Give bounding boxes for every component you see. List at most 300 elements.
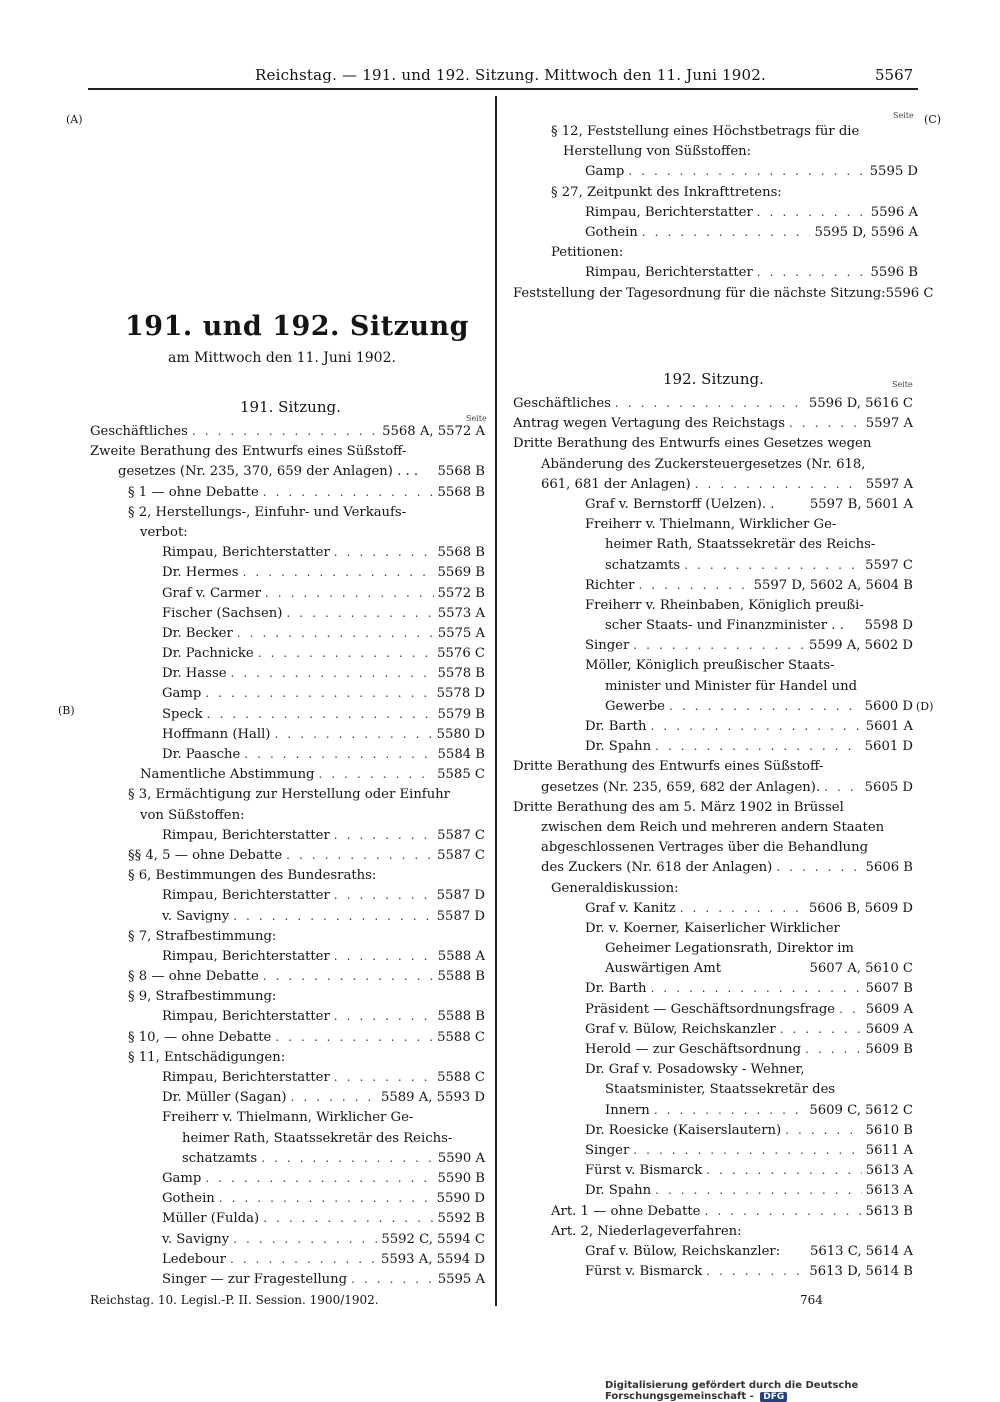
entry-text: § 6, Bestimmungen des Bundesraths: xyxy=(128,868,377,884)
entry-text: Richter xyxy=(585,577,635,593)
leader-dots xyxy=(274,727,432,741)
index-entry xyxy=(90,1030,485,1050)
entry-text: Dritte Berathung des Entwurfs eines Gesetzes wegen xyxy=(513,436,872,452)
entry-text: Petitionen: xyxy=(551,245,624,261)
leader-dots xyxy=(219,1191,433,1205)
entry-text: Gothein xyxy=(585,224,638,240)
entry-page-ref: 5580 D xyxy=(436,726,485,742)
index-entry xyxy=(90,565,485,585)
index-entry xyxy=(513,497,913,517)
entry-page-ref: 5613 B xyxy=(865,1203,913,1219)
leader-dots xyxy=(650,719,861,733)
entry-page-ref: 5575 A xyxy=(437,625,485,641)
leader-dots xyxy=(261,1151,434,1165)
seite-label-top-right: Seite xyxy=(893,111,914,120)
entry-page-ref: 5588 C xyxy=(437,1070,485,1085)
entry-text: Geschäftliches xyxy=(513,396,611,411)
entry-text: Dr. Spahn xyxy=(585,1183,652,1199)
leader-dots xyxy=(334,1070,433,1084)
entry-page-ref: 5568 A, 5572 A xyxy=(382,424,485,439)
leader-dots xyxy=(205,686,432,700)
entry-page-ref: 5596 B xyxy=(870,265,918,281)
entry-page-ref: 5585 C xyxy=(437,767,485,783)
entry-text: schatzamts xyxy=(182,1150,258,1166)
entry-page-ref: 5588 B xyxy=(437,1009,485,1025)
index-entry xyxy=(513,1082,913,1102)
leader-dots xyxy=(654,1103,806,1117)
index-entry xyxy=(513,1204,913,1224)
leader-dots xyxy=(633,638,805,652)
index-entry xyxy=(513,1062,913,1082)
entry-page-ref: 5597 B, 5601 A xyxy=(809,496,913,512)
entry-page-ref: 5569 B xyxy=(437,565,485,581)
entry-text: Rimpau, Berichterstatter xyxy=(162,1070,330,1085)
margin-marker-b: (B) xyxy=(58,704,75,717)
index-entry xyxy=(90,848,485,868)
index-entry xyxy=(90,1009,485,1029)
entry-text: Fischer (Sachsen) xyxy=(162,605,283,621)
index-entry xyxy=(90,464,485,484)
entry-page-ref: 5578 D xyxy=(436,686,485,702)
entry-text: Dr. Barth xyxy=(585,719,647,734)
entry-text: heimer Rath, Staatssekretär des Reichs- xyxy=(182,1130,453,1146)
entry-text: Generaldiskussion: xyxy=(551,880,679,896)
index-entry xyxy=(513,245,918,265)
entry-text: Gamp xyxy=(162,1170,202,1186)
entry-text: scher Staats- und Finanzminister . . xyxy=(605,618,844,634)
entry-text: verbot: xyxy=(140,524,188,540)
entry-page-ref: 5610 B xyxy=(865,1122,913,1138)
entry-text: 661, 681 der Anlagen) xyxy=(541,476,691,492)
entry-text: Namentliche Abstimmung xyxy=(140,767,315,783)
index-entry xyxy=(513,739,913,759)
entry-text: Feststellung der Tagesordnung für die nächste Sitzung: xyxy=(513,285,886,301)
index-entry xyxy=(513,921,913,941)
entry-text: Präsident — Geschäftsordnungsfrage xyxy=(585,1001,836,1017)
index-entry xyxy=(513,1103,913,1123)
index-entry xyxy=(90,767,485,787)
index-entry xyxy=(90,626,485,646)
leader-dots xyxy=(334,888,433,902)
entry-page-ref: 5601 A xyxy=(865,719,913,734)
leader-dots xyxy=(824,780,861,794)
index-entry xyxy=(90,1050,485,1070)
index-entry xyxy=(90,969,485,989)
leader-dots xyxy=(286,848,433,862)
entry-text: Dr. Graf v. Posadowsky - Wehner, xyxy=(585,1062,805,1078)
entry-text: Gamp xyxy=(162,686,202,702)
entry-text: Graf v. Kanitz xyxy=(585,900,676,916)
entry-page-ref: 5576 C xyxy=(437,646,485,662)
index-entry xyxy=(90,545,485,565)
index-entry xyxy=(513,679,913,699)
running-header: Reichstag. — 191. und 192. Sitzung. Mittwoch den 11. Juni 1902. xyxy=(255,66,766,84)
dfg-logo: DFG xyxy=(760,1392,787,1402)
index-entry xyxy=(90,525,485,545)
leader-dots xyxy=(192,424,378,438)
leader-dots xyxy=(655,739,861,753)
entry-page-ref: 5596 A xyxy=(870,204,918,220)
entry-page-ref: 5606 B xyxy=(865,860,913,876)
index-entry xyxy=(90,646,485,666)
entry-text: Fürst v. Bismarck xyxy=(585,1264,703,1280)
leader-dots xyxy=(805,1042,861,1056)
leader-dots xyxy=(286,606,433,620)
index-entry xyxy=(90,1110,485,1130)
entry-page-ref: 5601 D xyxy=(864,739,913,755)
index-entry xyxy=(513,638,913,658)
entry-page-ref: 5568 B xyxy=(437,464,485,480)
entry-text: Antrag wegen Vertagung des Reichstags xyxy=(513,416,785,432)
leader-dots xyxy=(704,1204,861,1218)
leader-dots xyxy=(650,981,861,995)
index-entry xyxy=(90,808,485,828)
index-entry xyxy=(90,1090,485,1110)
index-entry xyxy=(90,787,485,807)
index-entry xyxy=(513,1002,913,1022)
index-entry xyxy=(90,1232,485,1252)
entry-text: Rimpau, Berichterstatter xyxy=(162,545,330,561)
index-entry xyxy=(90,686,485,706)
entry-page-ref: 5572 B xyxy=(437,585,485,601)
entry-text: Rimpau, Berichterstatter xyxy=(162,888,330,904)
leader-dots xyxy=(776,860,861,874)
entry-text: Rimpau, Berichterstatter xyxy=(162,1009,330,1025)
entry-text: Dritte Berathung des am 5. März 1902 in Brüssel xyxy=(513,799,844,815)
entry-page-ref: 5588 B xyxy=(437,969,485,985)
entry-text: Singer xyxy=(585,1142,630,1158)
leader-dots xyxy=(638,578,749,592)
entry-page-ref: 5592 B xyxy=(437,1211,485,1227)
entry-text: §§ 4, 5 — ohne Debatte xyxy=(128,847,283,863)
entry-page-ref: 5597 A xyxy=(865,476,913,492)
index-entry xyxy=(513,578,913,598)
index-entry xyxy=(513,185,918,205)
entry-text: Dr. Paasche xyxy=(162,747,241,762)
entry-text: Singer — zur Fragestellung xyxy=(162,1271,348,1287)
entry-text: Dr. Pachnicke xyxy=(162,646,254,662)
footer-signature: 764 xyxy=(800,1293,823,1307)
index-entry xyxy=(90,1070,485,1090)
entry-text: Dr. Hermes xyxy=(162,565,239,581)
leader-dots xyxy=(231,666,434,680)
entry-text: Rimpau, Berichterstatter xyxy=(585,265,753,281)
leader-dots xyxy=(265,586,434,600)
leader-dots xyxy=(706,1264,805,1278)
index-entry xyxy=(513,658,913,678)
entry-page-ref: 5573 A xyxy=(437,605,485,621)
leader-dots xyxy=(230,1252,377,1266)
entry-text: § 8 — ohne Debatte xyxy=(128,969,259,985)
entry-page-ref: 5611 A xyxy=(865,1142,913,1158)
entry-text: § 1 — ohne Debatte xyxy=(128,484,259,500)
index-entry xyxy=(90,888,485,908)
entry-page-ref: 5613 A xyxy=(865,1183,913,1199)
entry-text: gesetzes (Nr. 235, 659, 682 der Anlagen). xyxy=(541,779,821,795)
entry-text: Hoffmann (Hall) xyxy=(162,726,271,742)
index-entry xyxy=(513,477,913,497)
entry-text: schatzamts xyxy=(605,557,681,573)
entry-page-ref: 5607 B xyxy=(865,981,913,997)
entry-text: Freiherr v. Thielmann, Wirklicher Ge- xyxy=(585,517,837,533)
entry-text: zwischen dem Reich und mehreren andern Staaten xyxy=(541,819,885,835)
index-entry xyxy=(513,164,918,184)
leader-dots xyxy=(839,1002,862,1016)
index-entry xyxy=(513,1163,913,1183)
index-entry xyxy=(513,981,913,1001)
index-entry xyxy=(513,285,934,306)
leader-dots xyxy=(757,265,867,279)
entry-page-ref: 5600 D xyxy=(864,698,913,714)
index-entry xyxy=(513,840,913,860)
index-entry xyxy=(90,1252,485,1272)
index-entry xyxy=(513,860,913,880)
entry-text: § 2, Herstellungs-, Einfuhr- und Verkaufs- xyxy=(128,504,407,520)
leader-dots xyxy=(642,225,811,239)
entry-page-ref: 5607 A, 5610 C xyxy=(809,961,913,977)
session-192-heading: 192. Sitzung. xyxy=(663,370,764,388)
dfg-credit-text: Digitalisierung gefördert durch die Deutsche Forschungsgemeinschaft - xyxy=(605,1380,859,1402)
leader-dots xyxy=(334,828,433,842)
entry-page-ref: 5590 A xyxy=(437,1150,485,1166)
entry-text: Graf v. Bülow, Reichskanzler: xyxy=(585,1243,781,1259)
entry-text: v. Savigny xyxy=(162,908,230,924)
index-entry xyxy=(513,719,913,739)
entry-text: Graf v. Bülow, Reichskanzler xyxy=(585,1021,776,1037)
leader-dots xyxy=(233,1232,377,1246)
entry-text: Auswärtigen Amt xyxy=(605,961,722,977)
index-entry xyxy=(513,265,918,285)
index-entry xyxy=(90,707,485,727)
index-entry xyxy=(90,868,485,888)
index-entry xyxy=(513,1022,913,1042)
session-191-heading: 191. Sitzung. xyxy=(240,398,341,416)
entry-page-ref: 5596 D, 5616 C xyxy=(808,396,913,411)
margin-marker-c: (C) xyxy=(924,113,941,126)
leader-dots xyxy=(615,396,805,410)
entry-page-ref: 5613 A xyxy=(865,1163,913,1179)
entry-page-ref: 5609 B xyxy=(865,1042,913,1057)
index-entry xyxy=(513,457,913,477)
leader-dots xyxy=(669,699,861,713)
page-subtitle: am Mittwoch den 11. Juni 1902. xyxy=(168,350,396,366)
leader-dots xyxy=(263,969,434,983)
index-entry xyxy=(513,205,918,225)
index-entry xyxy=(513,598,913,618)
index-entry xyxy=(90,949,485,969)
index-entry xyxy=(90,586,485,606)
entry-page-ref: 5598 D xyxy=(864,618,913,634)
entry-text: von Süßstoffen: xyxy=(140,807,245,823)
index-entry xyxy=(513,1264,913,1284)
index-entry xyxy=(513,517,913,537)
entry-text: Rimpau, Berichterstatter xyxy=(162,948,330,964)
entry-page-ref: 5595 A xyxy=(437,1271,485,1287)
leader-dots xyxy=(695,477,862,491)
entry-page-ref: 5588 C xyxy=(437,1029,485,1045)
index-entry xyxy=(513,1244,913,1264)
index-entry xyxy=(513,1143,913,1163)
index-entry xyxy=(513,961,913,981)
entry-text: Ledebour xyxy=(162,1251,226,1267)
entry-text: v. Savigny xyxy=(162,1231,230,1247)
entry-text: Dritte Berathung des Entwurfs eines Süßstoff- xyxy=(513,759,824,775)
entry-text: gesetzes (Nr. 235, 370, 659 der Anlagen) . . . xyxy=(118,464,419,480)
entry-text: Rimpau, Berichterstatter xyxy=(585,204,753,220)
index-entry xyxy=(90,1131,485,1151)
leader-dots xyxy=(243,565,434,579)
entry-page-ref: 5578 B xyxy=(437,666,485,682)
entry-text: Zweite Berathung des Entwurfs eines Süßstoff- xyxy=(90,444,407,460)
index-entry xyxy=(90,929,485,949)
entry-text: Graf v. Carmer xyxy=(162,585,261,601)
leader-dots xyxy=(263,1211,433,1225)
index-entry xyxy=(90,606,485,626)
leader-dots xyxy=(319,767,434,781)
index-entry xyxy=(513,144,918,164)
index-entry xyxy=(513,699,913,719)
index-entry xyxy=(90,1272,485,1292)
leader-dots xyxy=(680,901,805,915)
entry-page-ref: 5595 D xyxy=(869,164,918,180)
index-entry xyxy=(90,1191,485,1211)
entry-page-ref: 5579 B xyxy=(437,706,485,722)
entry-page-ref: 5587 C xyxy=(437,847,485,863)
index-entry xyxy=(513,416,913,436)
index-entry xyxy=(90,485,485,505)
entry-text: § 3, Ermächtigung zur Herstellung oder Einfuhr xyxy=(128,787,450,803)
index-entry xyxy=(513,558,913,578)
index-entry xyxy=(90,424,485,444)
entry-text: Rimpau, Berichterstatter xyxy=(162,827,330,843)
leader-dots xyxy=(237,626,434,640)
index-entry xyxy=(513,124,918,144)
entry-page-ref: 5597 D, 5602 A, 5604 B xyxy=(753,577,913,593)
entry-page-ref: 5588 A xyxy=(437,948,485,964)
index-entry xyxy=(513,396,913,416)
header-rule xyxy=(88,88,918,90)
entry-text: Dr. Müller (Sagan) xyxy=(162,1090,287,1106)
seite-label-left: Seite xyxy=(466,414,487,423)
entry-page-ref: 5568 B xyxy=(437,545,485,561)
entry-text: § 10, — ohne Debatte xyxy=(128,1029,272,1045)
index-entry xyxy=(513,901,913,921)
leader-dots xyxy=(334,949,434,963)
dfg-credit xyxy=(605,1380,1000,1402)
index-entry xyxy=(513,820,913,840)
entry-text: § 11, Entschädigungen: xyxy=(128,1049,286,1065)
entry-text: Geschäftliches xyxy=(90,424,188,439)
entry-text: Gothein xyxy=(162,1191,215,1207)
entry-page-ref: 5592 C, 5594 C xyxy=(381,1231,485,1247)
entry-text: § 7, Strafbestimmung: xyxy=(128,928,277,944)
index-column-right-bottom xyxy=(513,396,913,1284)
column-divider xyxy=(495,96,497,1306)
leader-dots xyxy=(351,1272,434,1286)
leader-dots xyxy=(244,747,433,761)
index-entry xyxy=(513,1042,913,1062)
leader-dots xyxy=(291,1090,377,1104)
leader-dots xyxy=(684,558,861,572)
leader-dots xyxy=(706,1163,862,1177)
index-entry xyxy=(513,1183,913,1203)
leader-dots xyxy=(205,1171,433,1185)
entry-page-ref: 5587 D xyxy=(436,888,485,904)
leader-dots xyxy=(633,1143,861,1157)
entry-page-ref: 5587 D xyxy=(436,908,485,924)
leader-dots xyxy=(334,545,434,559)
index-entry xyxy=(513,1224,913,1244)
entry-text: Abänderung des Zuckersteuergesetzes (Nr. 618, xyxy=(541,456,866,472)
entry-page-ref: 5609 A xyxy=(865,1001,913,1017)
leader-dots xyxy=(757,205,867,219)
leader-dots xyxy=(275,1030,433,1044)
entry-page-ref: 5605 D xyxy=(864,779,913,795)
leader-dots xyxy=(334,1009,434,1023)
entry-text: Graf v. Bernstorff (Uelzen). . xyxy=(585,496,775,512)
entry-text: § 27, Zeitpunkt des Inkrafttretens: xyxy=(551,184,782,200)
entry-text: des Zuckers (Nr. 618 der Anlagen) xyxy=(541,860,773,876)
entry-page-ref: 5613 C, 5614 A xyxy=(809,1243,913,1259)
index-entry xyxy=(90,1151,485,1171)
entry-text: Art. 1 — ohne Debatte xyxy=(551,1203,701,1219)
entry-text: Dr. v. Koerner, Kaiserlicher Wirklicher xyxy=(585,920,840,936)
entry-page-ref: 5584 B xyxy=(437,747,485,762)
entry-text: § 9, Strafbestimmung: xyxy=(128,989,277,1005)
entry-text: Speck xyxy=(162,706,203,722)
leader-dots xyxy=(789,416,862,430)
margin-marker-a: (A) xyxy=(66,113,83,126)
entry-text: Geheimer Legationsrath, Direktor im xyxy=(605,941,854,957)
page-number: 5567 xyxy=(875,66,914,84)
entry-text: Dr. Hasse xyxy=(162,666,227,682)
index-entry xyxy=(90,444,485,464)
seite-label-right: Seite xyxy=(892,380,913,389)
index-entry xyxy=(513,1123,913,1143)
index-entry xyxy=(513,759,913,779)
page-title: 191. und 192. Sitzung xyxy=(125,311,470,342)
entry-text: Dr. Becker xyxy=(162,625,233,641)
index-column-left xyxy=(90,424,485,1292)
index-entry xyxy=(513,941,913,961)
entry-page-ref: 5597 C xyxy=(865,557,913,573)
entry-text: Müller (Fulda) xyxy=(162,1211,260,1227)
leader-dots xyxy=(780,1022,862,1036)
entry-text: Singer xyxy=(585,638,630,654)
leader-dots xyxy=(233,909,432,923)
index-entry xyxy=(90,727,485,747)
index-entry xyxy=(90,828,485,848)
entry-text: Art. 2, Niederlageverfahren: xyxy=(551,1223,742,1239)
entry-page-ref: 5606 B, 5609 D xyxy=(808,900,913,916)
index-entry xyxy=(90,747,485,767)
entry-page-ref: 5587 C xyxy=(437,827,485,843)
entry-text: heimer Rath, Staatssekretär des Reichs- xyxy=(605,537,876,553)
entry-page-ref: 5609 A xyxy=(865,1021,913,1037)
entry-page-ref: 5589 A, 5593 D xyxy=(381,1090,485,1106)
index-entry xyxy=(90,989,485,1009)
entry-page-ref: 5595 D, 5596 A xyxy=(814,224,918,240)
entry-text: Dr. Roesicke (Kaiserslautern) xyxy=(585,1122,782,1138)
entry-text: Freiherr v. Thielmann, Wirklicher Ge- xyxy=(162,1110,414,1126)
entry-page-ref: 5568 B xyxy=(437,484,485,500)
entry-text: Herold — zur Geschäftsordnung xyxy=(585,1042,802,1057)
entry-text: Gewerbe xyxy=(605,698,665,714)
leader-dots xyxy=(263,485,434,499)
entry-text: § 12, Feststellung eines Höchstbetrags für die xyxy=(551,124,860,139)
entry-text: Herstellung von Süßstoffen: xyxy=(563,144,752,160)
entry-text: Möller, Königlich preußischer Staats- xyxy=(585,658,835,674)
